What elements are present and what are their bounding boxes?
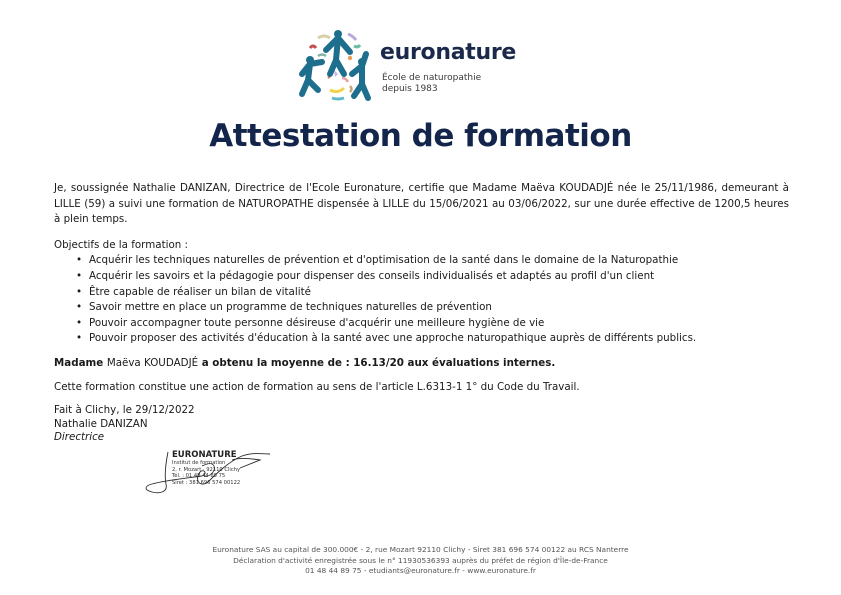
signature-stamp bbox=[142, 448, 272, 500]
footer-line2: Déclaration d'activité enregistrée sous le n° 11930536393 auprès du préfet de région d'Île-de-France bbox=[233, 555, 608, 565]
objective-item: • Acquérir les techniques naturelles de prévention et d'optimisation de la santé dans le domaine de la Naturopathie bbox=[76, 253, 789, 269]
signature-block bbox=[54, 404, 789, 445]
brand-name: euronature bbox=[380, 40, 517, 65]
footer-line3: 01 48 44 89 75 - etudiants@euronature.fr - www.euronature.fr bbox=[305, 566, 536, 576]
student-name: Maëva KOUDADJÉ bbox=[106, 356, 199, 369]
stamp-line3: Tél. : 01 48 44 89 75 bbox=[172, 473, 226, 480]
signatory-role: Directrice bbox=[54, 431, 105, 444]
grade-statement bbox=[54, 356, 789, 372]
stamp-line1: Institut de formation bbox=[172, 460, 226, 466]
grade-text: a obtenu la moyenne de : 16.13/20 aux évaluations internes. bbox=[198, 356, 556, 369]
objective-item: • Savoir mettre en place un programme de techniques naturelles de prévention bbox=[76, 300, 789, 316]
legal-statement: Cette formation constitue une action de formation au sens de l'article L.6313-1 1° du Code du Travail. bbox=[54, 380, 580, 393]
brand-tagline-line2: depuis 1983 bbox=[382, 84, 438, 94]
grade-prefix: Madame bbox=[54, 356, 107, 369]
euronature-logo bbox=[296, 28, 536, 104]
objectives-list bbox=[76, 253, 789, 347]
brand-tagline-line1: École de naturopathie bbox=[382, 73, 482, 83]
certification-paragraph: Je, soussignée Nathalie DANIZAN, Directrice de l'Ecole Euronature, certifie que Madame Maëva KOUDADJÉ née le 25/11/1986, demeurant à LILLE (59) a suivi une formation de NATUROPATHE dispensée à LILLE du 15/06/2021 au 03/06/2022, sur une durée effective de 1200,5 heures à plein temps. bbox=[54, 182, 789, 226]
objective-item: • Acquérir les savoirs et la pédagogie pour dispenser des conseils individualisés et adaptés au profil d'un client bbox=[76, 269, 789, 285]
stamp-brand: EURONATURE bbox=[172, 450, 237, 460]
objectives-heading: Objectifs de la formation : bbox=[54, 238, 189, 251]
stamp-line4: Siret : 381 696 574 00122 bbox=[172, 479, 241, 486]
stamp-line2: 2, r. Mozart · 92110 Clichy bbox=[172, 466, 241, 473]
objective-item: • Être capable de réaliser un bilan de vitalité bbox=[76, 285, 789, 301]
document-body bbox=[54, 181, 789, 445]
objectives-section bbox=[54, 238, 789, 347]
document-footer bbox=[0, 545, 841, 577]
footer-line1: Euronature SAS au capital de 300.000€ - 2, rue Mozart 92110 Clichy - Siret 381 696 574 00122 au RCS Nanterre bbox=[212, 545, 629, 554]
handwritten-signature-icon bbox=[142, 448, 272, 500]
people-circle-logo-icon bbox=[296, 28, 376, 104]
signatory-name: Nathalie DANIZAN bbox=[54, 417, 148, 430]
brand-tagline bbox=[382, 73, 481, 95]
objective-item: • Pouvoir accompagner toute personne désireuse d'acquérir une meilleure hygiène de vie bbox=[76, 316, 789, 332]
document-title: Attestation de formation bbox=[209, 118, 632, 154]
objective-item: • Pouvoir proposer des activités d'éducation à la santé avec une approche naturopathique auprès de différents publics. bbox=[76, 331, 789, 347]
place-date: Fait à Clichy, le 29/12/2022 bbox=[54, 404, 195, 417]
